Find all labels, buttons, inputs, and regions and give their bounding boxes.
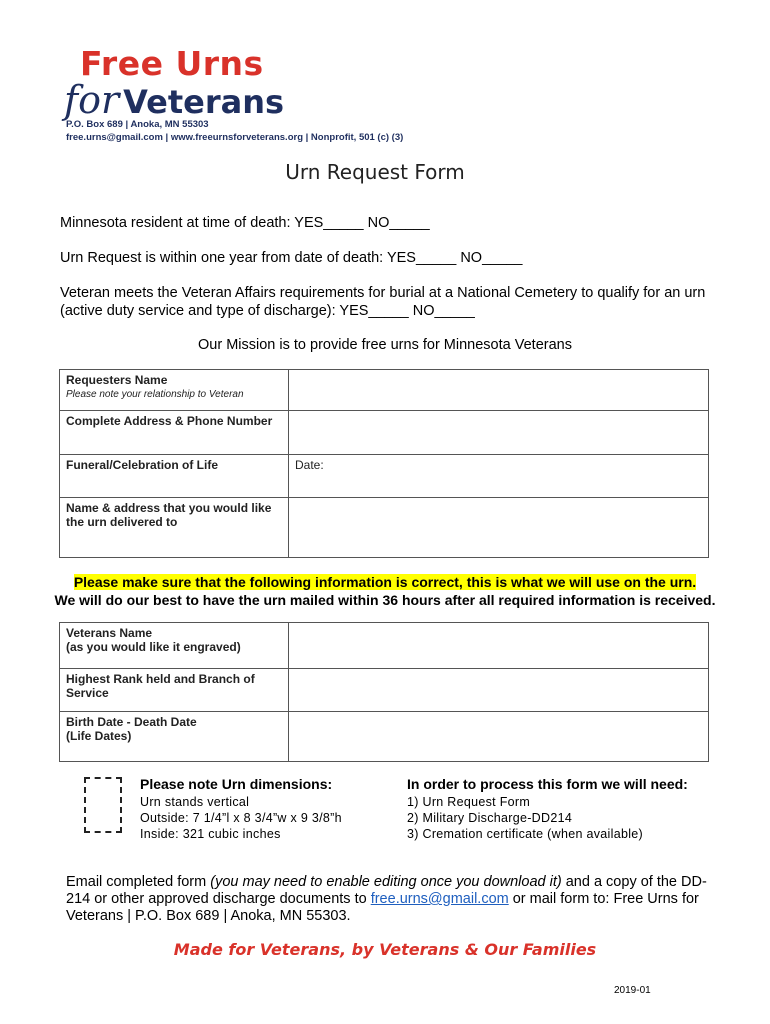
delivery-field[interactable] [289,498,709,558]
logo-veterans-text: Veterans [123,83,285,121]
veteran-name-text: Veterans Name [66,626,153,640]
rank-label: Highest Rank held and Branch of Service [60,669,289,712]
table-row [60,669,709,712]
email-instructions [66,874,716,925]
funeral-date-label: Date: [295,458,324,472]
requester-name-field[interactable] [289,370,709,411]
requester-note: Please note your relationship to Veteran [66,389,244,400]
logo-subtitle [64,78,284,122]
table-row [60,623,709,669]
email-link[interactable]: free.urns@gmail.com [370,891,509,907]
veteran-name-label [60,623,289,669]
requirement-item: 3) Cremation certificate (when available) [407,827,644,841]
dimension-line: Urn stands vertical [140,795,250,809]
email-text-1: Email completed form [66,874,211,890]
highlight-note: Please make sure that the following information is correct, this is what we will use on the urn. [73,574,697,590]
urn-outline-icon [84,777,122,833]
address-label: Complete Address & Phone Number [60,411,289,455]
funeral-field[interactable] [289,455,709,498]
email-text-3: or mail form to: Free Urns for Veterans | P.O. Box 689 | Anoka, MN 55303. [66,891,699,924]
veteran-name-note: (as you would like it engraved) [66,640,241,654]
email-text-2: and a copy of the DD-214 or other approved discharge documents to [66,874,707,907]
delivery-label: Name & address that you would like the urn delivered to [60,498,289,558]
logo-for-text: for [64,78,120,122]
funeral-label: Funeral/Celebration of Life [60,455,289,498]
mailing-note: We will do our best to have the urn mailed within 36 hours after all required information is received. [54,592,716,608]
veteran-table [59,622,709,762]
requirement-item: 1) Urn Request Form [407,795,531,809]
requester-table [59,369,709,558]
table-row [60,370,709,411]
address-field[interactable] [289,411,709,455]
email-text-italic: (you may need to enable editing once you download it) [210,874,562,890]
revision-label: 2019-01 [614,985,651,996]
veteran-name-field[interactable] [289,623,709,669]
requester-name-text: Requesters Name [66,373,168,387]
highlight-note-wrap [0,574,770,590]
life-dates-note: (Life Dates) [66,729,132,743]
contact-web: free.urns@gmail.com | www.freeurnsforveterans.org | Nonprofit, 501 (c) (3) [66,132,404,143]
contact-address: P.O. Box 689 | Anoka, MN 55303 [66,119,209,130]
life-dates-text: Birth Date - Death Date [66,715,197,729]
question-one-year[interactable]: Urn Request is within one year from date of death: YES_____ NO_____ [60,250,523,266]
form-title: Urn Request Form [285,160,465,184]
rank-field[interactable] [289,669,709,712]
question-va-requirements[interactable]: Veteran meets the Veteran Affairs requirements for burial at a National Cemetery to qualify for an urn (active duty service and type of discharge): YES_____ NO_____ [60,285,706,319]
table-row [60,411,709,455]
life-dates-field[interactable] [289,712,709,762]
dimension-line: Inside: 321 cubic inches [140,827,281,841]
table-row [60,498,709,558]
requester-name-label [60,370,289,411]
requirement-item: 2) Military Discharge-DD214 [407,811,573,825]
question-resident[interactable]: Minnesota resident at time of death: YES_____ NO_____ [60,215,430,231]
table-row [60,455,709,498]
requirements-heading: In order to process this form we will need: [407,776,688,792]
footer-slogan: Made for Veterans, by Veterans & Our Families [173,940,597,959]
table-row [60,712,709,762]
dimension-line: Outside: 7 1/4”l x 8 3/4”w x 9 3/8”h [140,811,342,825]
dimensions-heading: Please note Urn dimensions: [140,776,333,792]
life-dates-label [60,712,289,762]
mission-statement: Our Mission is to provide free urns for Minnesota Veterans [198,337,572,353]
logo-title: Free Urns [80,44,264,83]
